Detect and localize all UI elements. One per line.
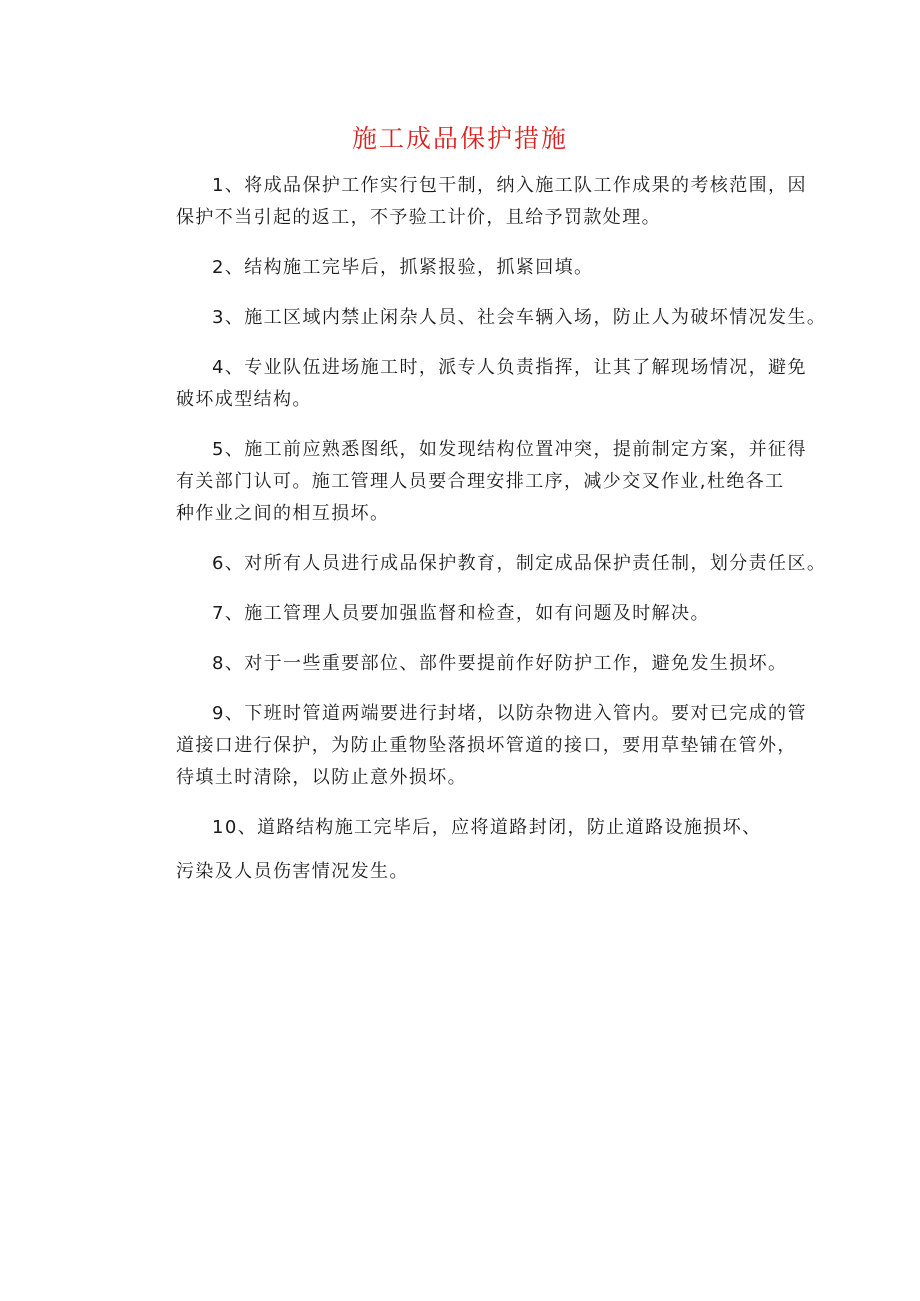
list-item-2	[140, 252, 790, 284]
list-item-4	[140, 352, 807, 416]
item-2-line-1: 2、结构施工完毕后，抓紧报验，抓紧回填。	[212, 257, 594, 278]
item-5-line-1: 5、施工前应熟悉图纸，如发现结构位置冲突，提前制定方案，并征得	[212, 439, 807, 460]
item-4-line-2: 破坏成型结构。	[176, 389, 312, 410]
item-9-line-3: 待填土时清除，以防止意外损坏。	[176, 767, 467, 788]
item-10-line-2: 污染及人员伤害情况发生。	[176, 861, 409, 882]
item-9-line-1: 9、下班时管道两端要进行封堵，以防杂物进入管内。要对已完成的管	[212, 703, 807, 724]
document-title: 施工成品保护措施	[351, 124, 568, 153]
list-item-7	[140, 598, 790, 630]
list-item-10	[140, 812, 790, 888]
item-7-line-1: 7、施工管理人员要加强监督和检查，如有问题及时解决。	[212, 603, 710, 624]
item-1-line-1: 1、将成品保护工作实行包干制，纳入施工队工作成果的考核范围，因	[212, 175, 807, 196]
item-3-line-1: 3、施工区域内禁止闲杂人员、社会车辆入场，防止人为破坏情况发生。	[212, 307, 827, 328]
item-6-line-1: 6、对所有人员进行成品保护教育，制定成品保护责任制，划分责任区。	[212, 553, 827, 574]
list-item-1	[140, 170, 807, 234]
item-10-line-1: 10、道路结构施工完毕后，应将道路封闭，防止道路设施损坏、	[212, 817, 762, 838]
item-5-line-3: 种作业之间的相互损坏。	[176, 503, 390, 524]
item-9-line-2: 道接口进行保护，为防止重物坠落损坏管道的接口，要用草垫铺在管外，	[176, 735, 797, 756]
list-item-8	[140, 648, 790, 680]
list-item-9	[140, 698, 807, 794]
item-5-line-2: 有关部门认可。施工管理人员要合理安排工序，减少交叉作业,杜绝各工	[176, 471, 785, 492]
item-1-line-2: 保护不当引起的返工，不予验工计价，且给予罚款处理。	[176, 207, 661, 228]
list-item-5	[140, 434, 807, 530]
document-body	[140, 170, 827, 888]
list-item-3	[140, 302, 827, 334]
item-4-line-1: 4、专业队伍进场施工时，派专人负责指挥，让其了解现场情况，避免	[212, 357, 807, 378]
item-8-line-1: 8、对于一些重要部位、部件要提前作好防护工作，避免发生损坏。	[212, 653, 788, 674]
list-item-6	[140, 548, 827, 580]
